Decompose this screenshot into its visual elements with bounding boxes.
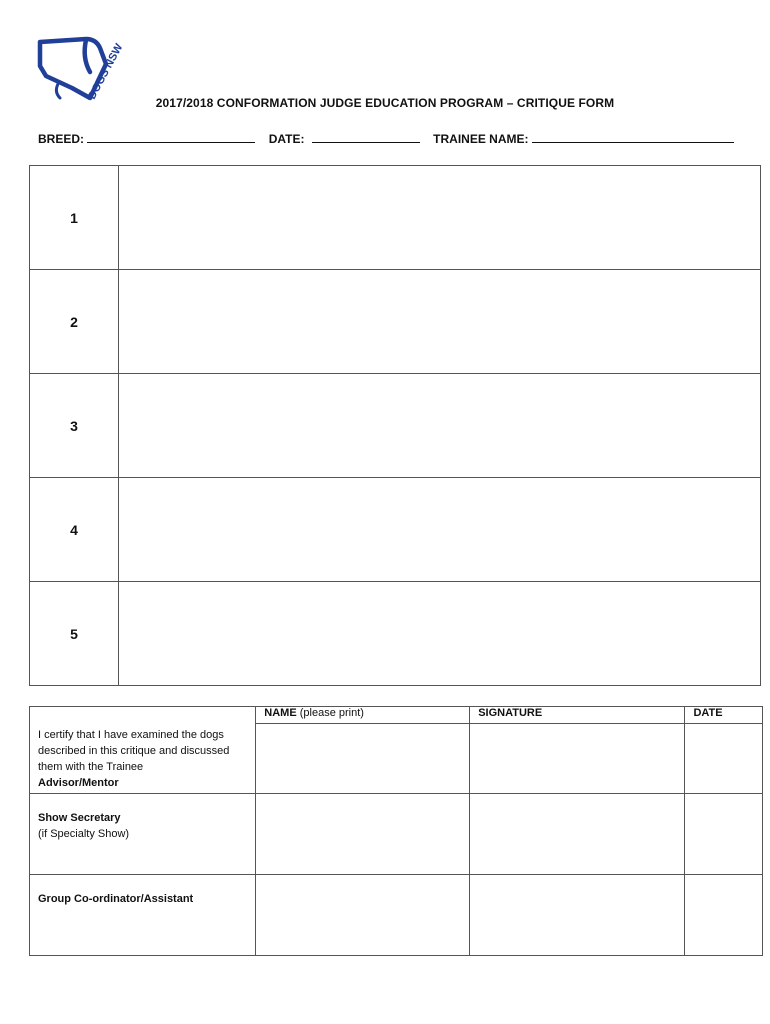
show-secretary-row <box>30 794 763 875</box>
signature-column-header: SIGNATURE <box>470 707 685 724</box>
critique-row <box>30 582 761 686</box>
logo-text: DOGS NSW <box>86 41 126 102</box>
advisor-name-field[interactable] <box>256 724 470 794</box>
advisor-signature-field[interactable] <box>470 724 685 794</box>
specialty-show-note: (if Specialty Show) <box>38 828 130 840</box>
secretary-date-field[interactable] <box>685 794 763 875</box>
coordinator-name-field[interactable] <box>256 875 470 956</box>
secretary-name-field[interactable] <box>256 794 470 875</box>
advisor-mentor-label: Advisor/Mentor <box>38 777 119 789</box>
show-secretary-label: Show Secretary <box>38 812 121 824</box>
group-coordinator-label-cell <box>30 875 256 956</box>
row-number: 1 <box>30 166 119 270</box>
critique-table <box>29 165 761 686</box>
trainee-name-field[interactable] <box>532 132 734 143</box>
row-number: 2 <box>30 270 119 374</box>
date-label: DATE: <box>268 132 305 146</box>
row-number: 5 <box>30 582 119 686</box>
trainee-name-label: TRAINEE NAME: <box>433 132 529 146</box>
group-coordinator-row <box>30 875 763 956</box>
breed-field[interactable] <box>87 132 255 143</box>
coordinator-signature-field[interactable] <box>470 875 685 956</box>
cert-header-row <box>30 707 763 724</box>
form-title: 2017/2018 CONFORMATION JUDGE EDUCATION PROGRAM – CRITIQUE FORM <box>155 96 615 110</box>
group-coordinator-label: Group Co-ordinator/Assistant <box>38 893 194 905</box>
critique-row <box>30 374 761 478</box>
coordinator-date-field[interactable] <box>685 875 763 956</box>
critique-row <box>30 166 761 270</box>
advisor-label-cell <box>30 707 256 794</box>
date-column-header: DATE <box>685 707 763 724</box>
critique-entry[interactable] <box>119 478 761 582</box>
critique-row <box>30 478 761 582</box>
row-number: 4 <box>30 478 119 582</box>
date-field[interactable] <box>312 132 420 143</box>
name-column-header: NAME (please print) <box>256 707 470 724</box>
certify-text: I certify that I have examined the dogs described in this critique and discussed them with the Trainee <box>38 729 230 773</box>
critique-entry[interactable] <box>119 270 761 374</box>
header-fields <box>38 132 744 146</box>
row-number: 3 <box>30 374 119 478</box>
secretary-signature-field[interactable] <box>470 794 685 875</box>
breed-label: BREED: <box>38 132 85 146</box>
critique-entry[interactable] <box>119 582 761 686</box>
certification-table <box>29 706 763 956</box>
advisor-date-field[interactable] <box>685 724 763 794</box>
critique-row <box>30 270 761 374</box>
critique-entry[interactable] <box>119 374 761 478</box>
show-secretary-label-cell <box>30 794 256 875</box>
critique-entry[interactable] <box>119 166 761 270</box>
